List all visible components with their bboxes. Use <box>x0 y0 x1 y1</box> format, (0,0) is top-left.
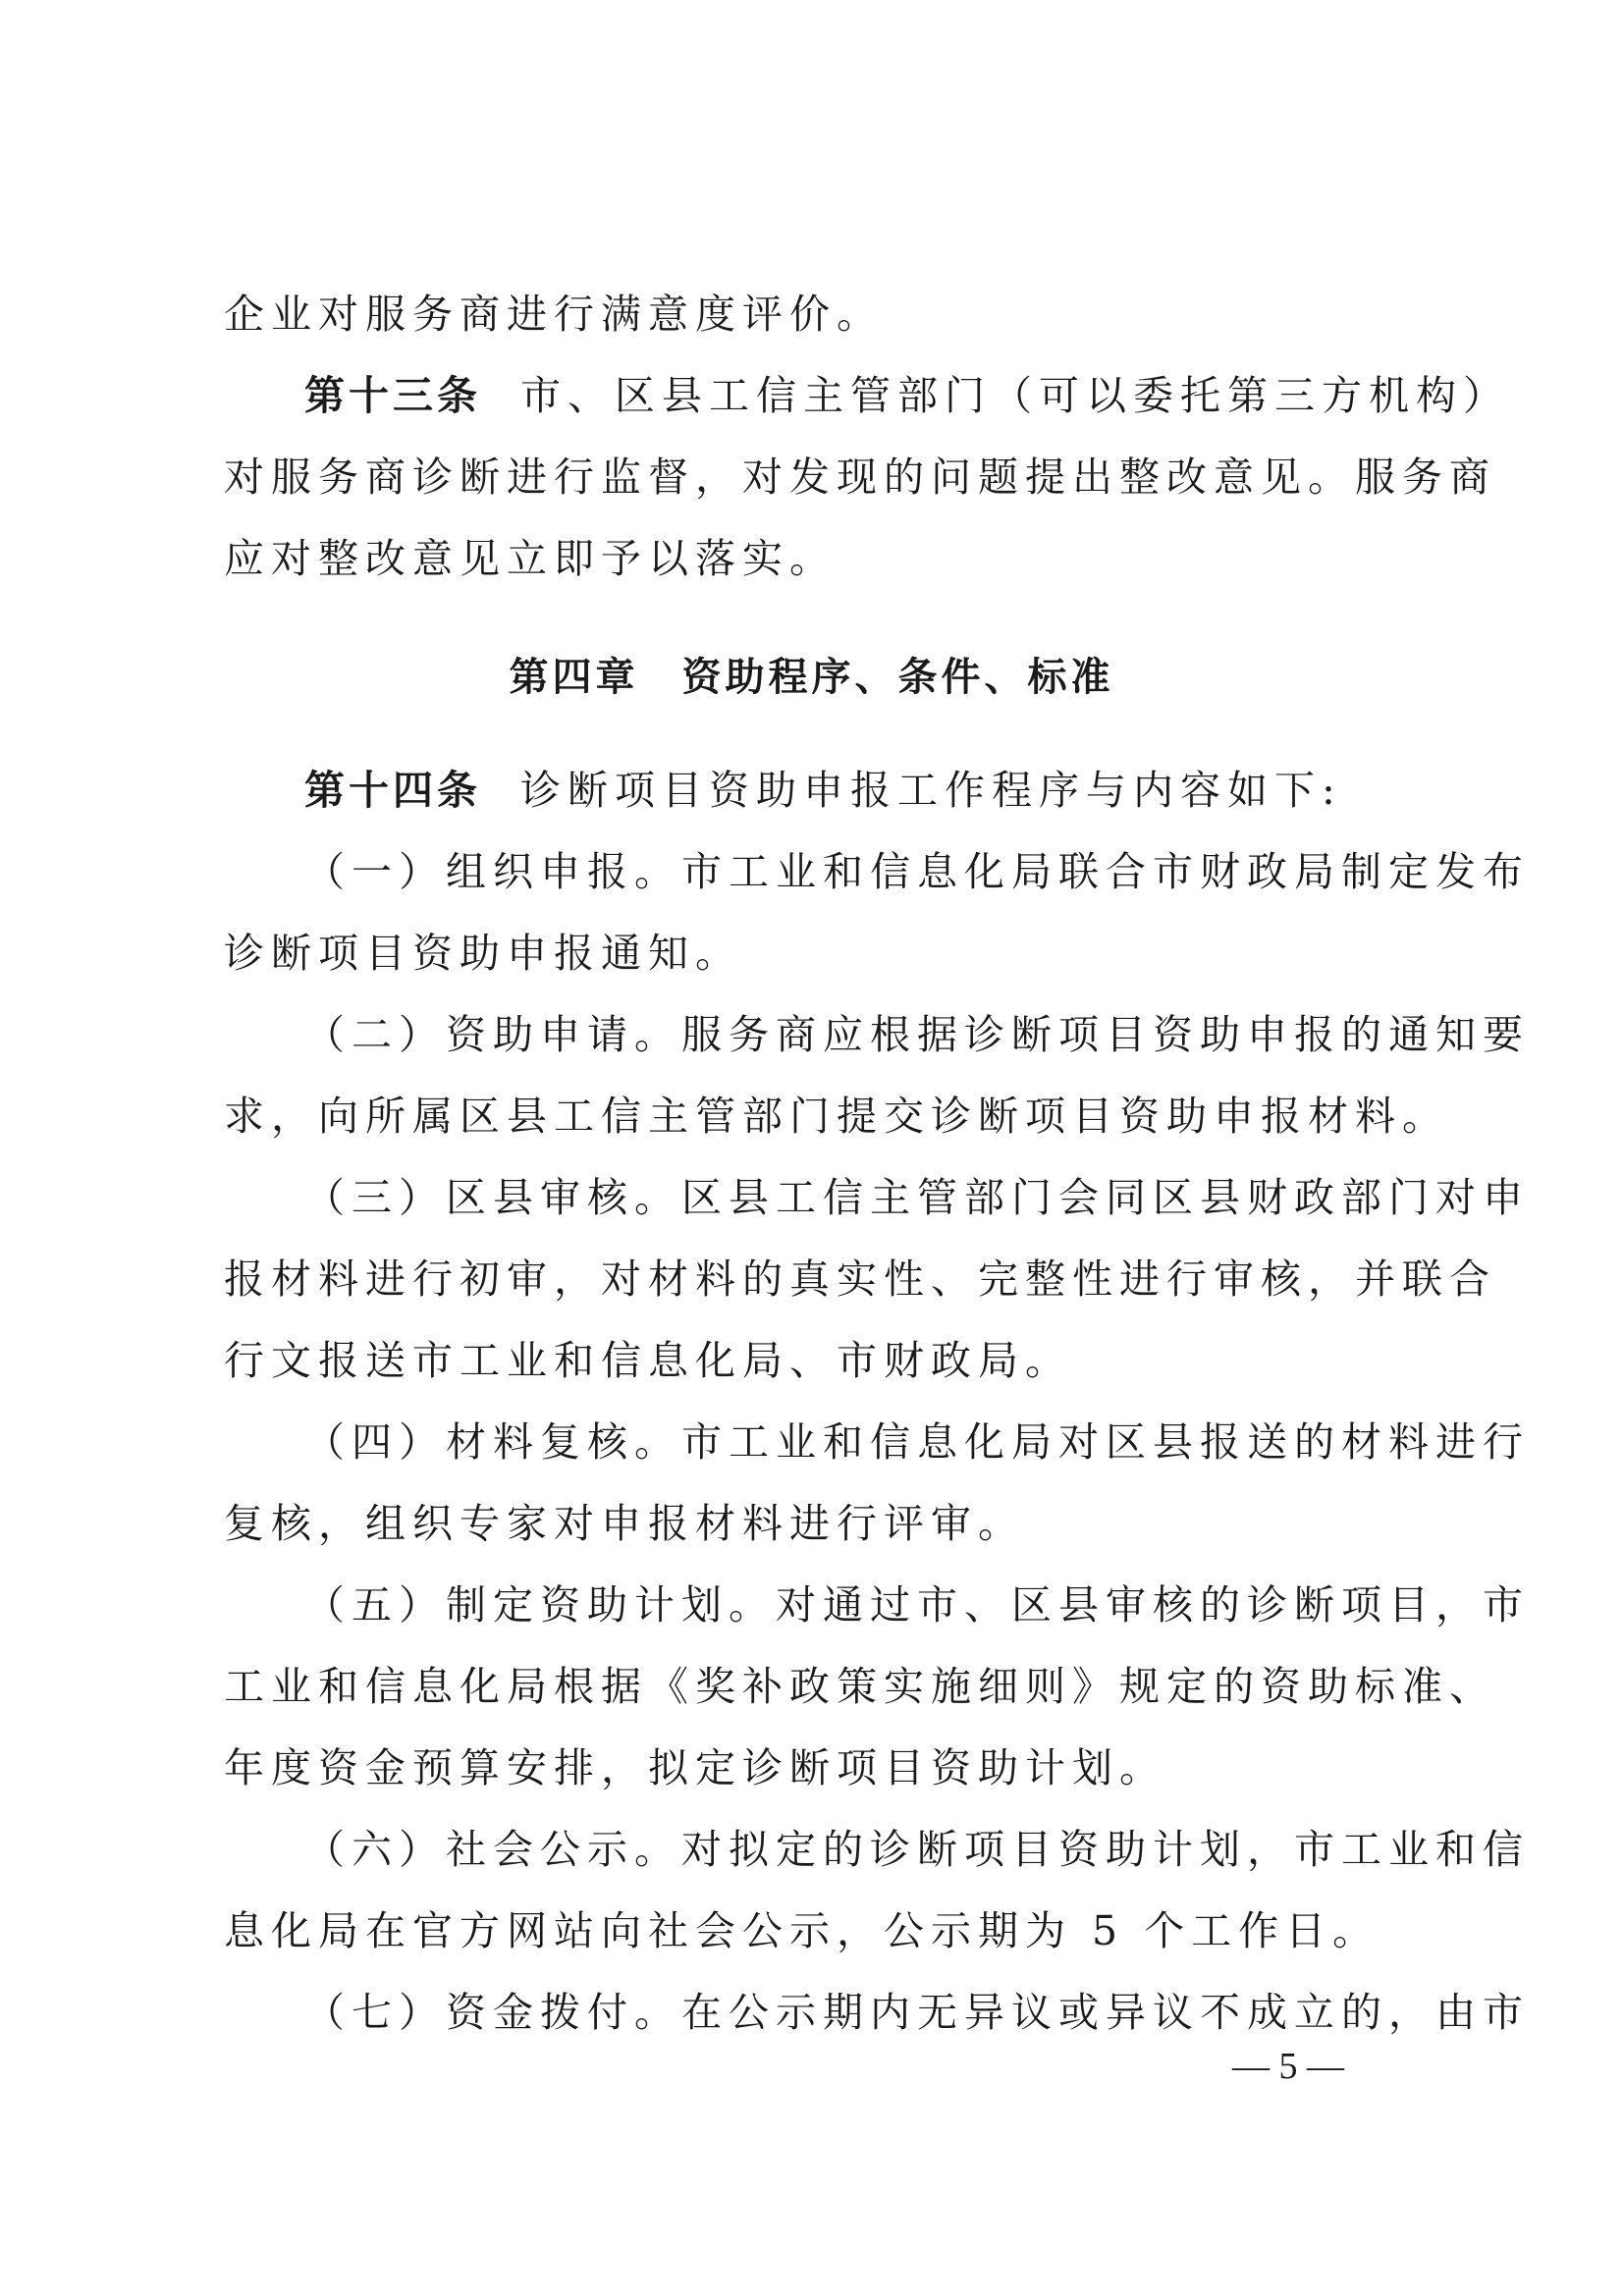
body-line: 年度资金预算安排，拟定诊断项目资助计划。 <box>224 1744 1166 1791</box>
body-line: 对服务商诊断进行监督，对发现的问题提出整改意见。服务商 <box>224 454 1496 501</box>
body-line: 复核，组织专家对申报材料进行评审。 <box>224 1500 1025 1547</box>
body-line: 工业和信息化局根据《奖补政策实施细则》规定的资助标准、 <box>224 1663 1496 1710</box>
article-13-text: 市、区县工信主管部门（可以委托第三方机构） <box>520 372 1510 419</box>
page-number: — 5 — <box>1232 2046 1344 2087</box>
body-line: 企业对服务商进行满意度评价。 <box>224 291 884 338</box>
article-14-line <box>304 761 1483 820</box>
body-line: 息化局在官方网站向社会公示，公示期为 5 个工作日。 <box>224 1907 1380 1954</box>
list-item-line: （三）区县审核。区县工信主管部门会同区县财政部门对申 <box>304 1174 1530 1221</box>
list-item-line: （五）制定资助计划。对通过市、区县审核的诊断项目，市 <box>304 1581 1530 1629</box>
body-line: 行文报送市工业和信息化局、市财政局。 <box>224 1337 1072 1384</box>
article-14-text: 诊断项目资助申报工作程序与内容如下: <box>520 767 1342 814</box>
body-line: 求，向所属区县工信主管部门提交诊断项目资助申报材料。 <box>224 1093 1449 1140</box>
list-item-line: （六）社会公示。对拟定的诊断项目资助计划，市工业和信 <box>304 1826 1530 1873</box>
article-13-line <box>304 366 1510 425</box>
list-item-line: （一）组织申报。市工业和信息化局联合市财政局制定发布 <box>304 848 1530 895</box>
body-line: 诊断项目资助申报通知。 <box>224 930 742 977</box>
chapter-heading: 第四章 资助程序、条件、标准 <box>509 655 1114 700</box>
body-line: 报材料进行初审，对材料的真实性、完整性进行审核，并联合 <box>224 1255 1496 1303</box>
list-item-line: （七）资金拨付。在公示期内无异议或异议不成立的，由市 <box>304 1989 1530 2036</box>
list-item-line: （四）材料复核。市工业和信息化局对区县报送的材料进行 <box>304 1418 1530 1466</box>
list-item-line: （二）资助申请。服务商应根据诊断项目资助申报的通知要 <box>304 1011 1530 1058</box>
article-13-label: 第十三条 <box>304 372 481 419</box>
body-line: 应对整改意见立即予以落实。 <box>224 535 837 582</box>
article-14-label: 第十四条 <box>304 767 481 814</box>
